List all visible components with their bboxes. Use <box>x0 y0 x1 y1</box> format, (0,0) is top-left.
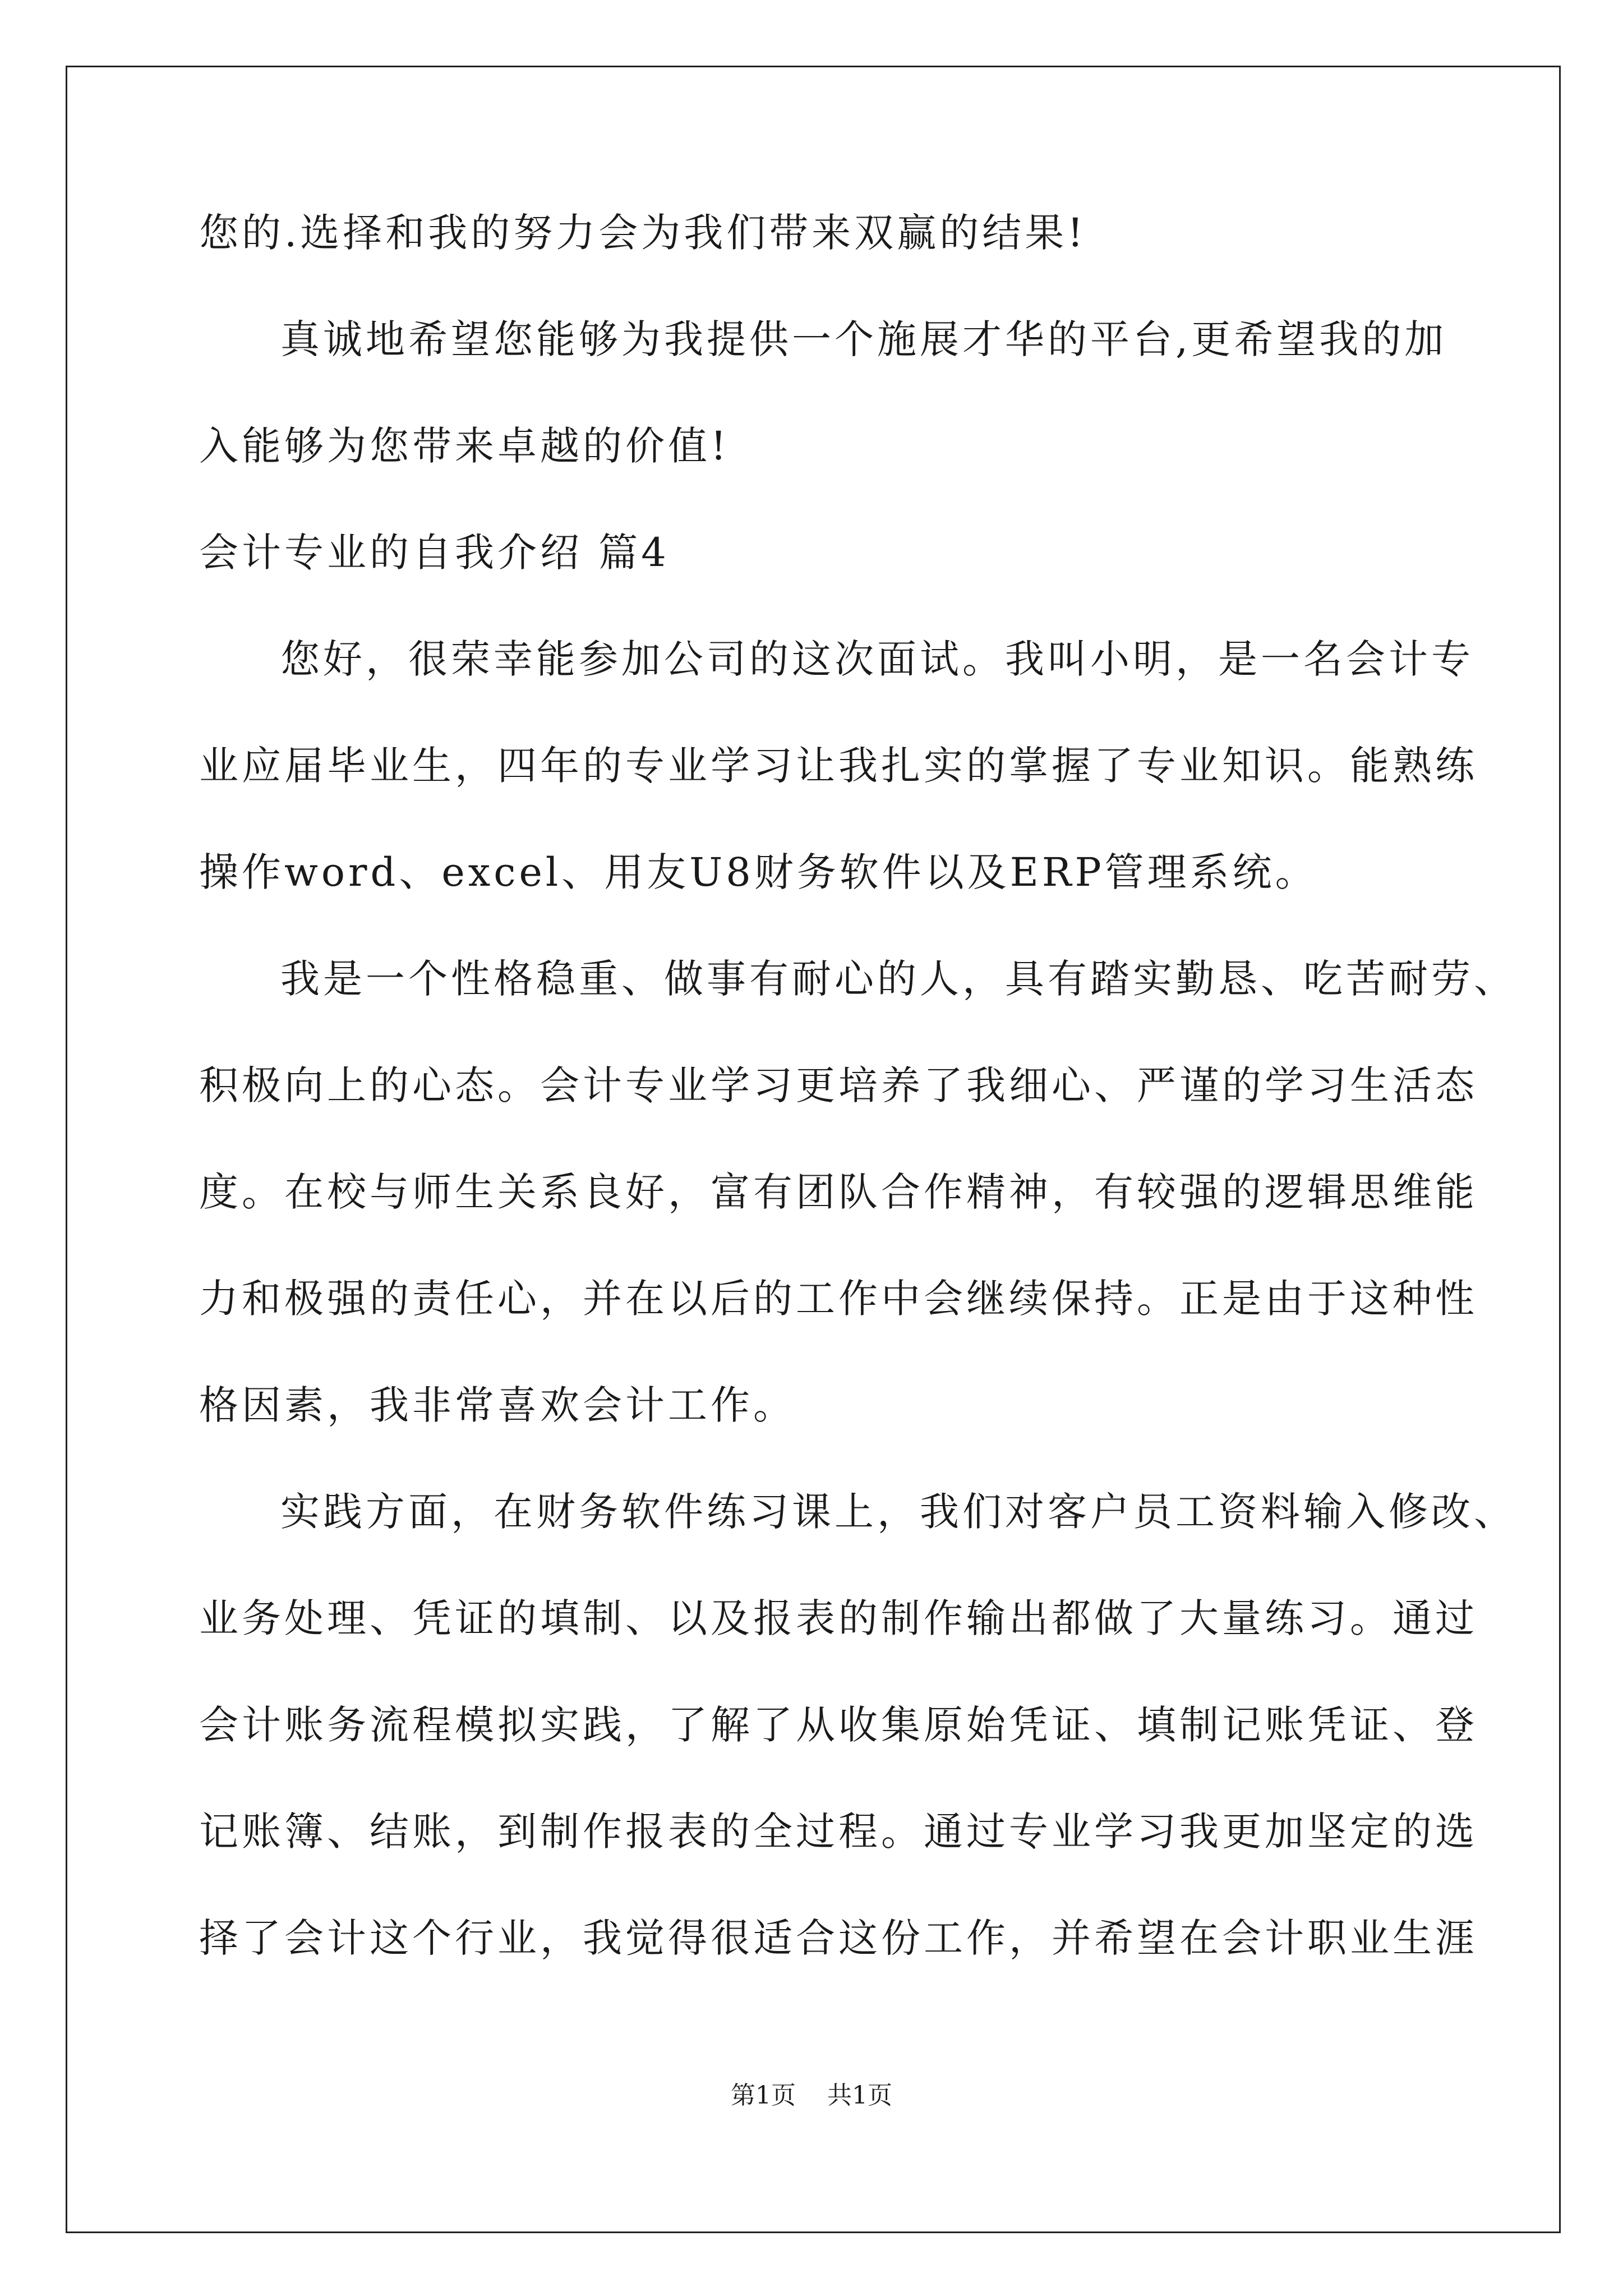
page-total: 共1页 <box>827 2081 892 2110</box>
text-line: 积极向上的心态。会计专业学习更培养了我细心、严谨的学习生活态 <box>199 1062 1478 1108</box>
text-line: 您的.选择和我的努力会为我们带来双赢的结果! <box>199 210 1087 256</box>
page-border <box>66 66 1561 2233</box>
text-line: 会计账务流程模拟实践，了解了从收集原始凭证、填制记账凭证、登 <box>199 1702 1478 1748</box>
page-footer <box>0 2079 1623 2113</box>
text-line: 力和极强的责任心，并在以后的工作中会继续保持。正是由于这种性 <box>199 1276 1478 1322</box>
text-line: 业务处理、凭证的填制、以及报表的制作输出都做了大量练习。通过 <box>199 1595 1478 1641</box>
text-line: 业应届毕业生，四年的专业学习让我扎实的掌握了专业知识。能熟练 <box>199 743 1478 789</box>
paragraph-first-line: 真诚地希望您能够为我提供一个施展才华的平台,更希望我的加 <box>280 316 1447 362</box>
text-line: 记账簿、结账，到制作报表的全过程。通过专业学习我更加坚定的选 <box>199 1809 1478 1855</box>
paragraph-first-line: 我是一个性格稳重、做事有耐心的人，具有踏实勤恳、吃苦耐劳、 <box>280 956 1516 1002</box>
text-line: 操作word、excel、用友U8财务软件以及ERP管理系统。 <box>199 849 1318 895</box>
text-line: 入能够为您带来卓越的价值! <box>199 423 730 469</box>
text-line: 度。在校与师生关系良好，富有团队合作精神，有较强的逻辑思维能 <box>199 1169 1478 1215</box>
paragraph-first-line: 您好，很荣幸能参加公司的这次面试。我叫小明，是一名会计专 <box>280 636 1474 682</box>
section-heading: 会计专业的自我介绍 篇4 <box>199 530 670 576</box>
paragraph-first-line: 实践方面，在财务软件练习课上，我们对客户员工资料输入修改、 <box>280 1489 1516 1535</box>
page-number: 第1页 <box>731 2081 796 2110</box>
text-line: 择了会计这个行业，我觉得很适合这份工作，并希望在会计职业生涯 <box>199 1915 1478 1961</box>
text-line: 格因素，我非常喜欢会计工作。 <box>199 1382 796 1428</box>
